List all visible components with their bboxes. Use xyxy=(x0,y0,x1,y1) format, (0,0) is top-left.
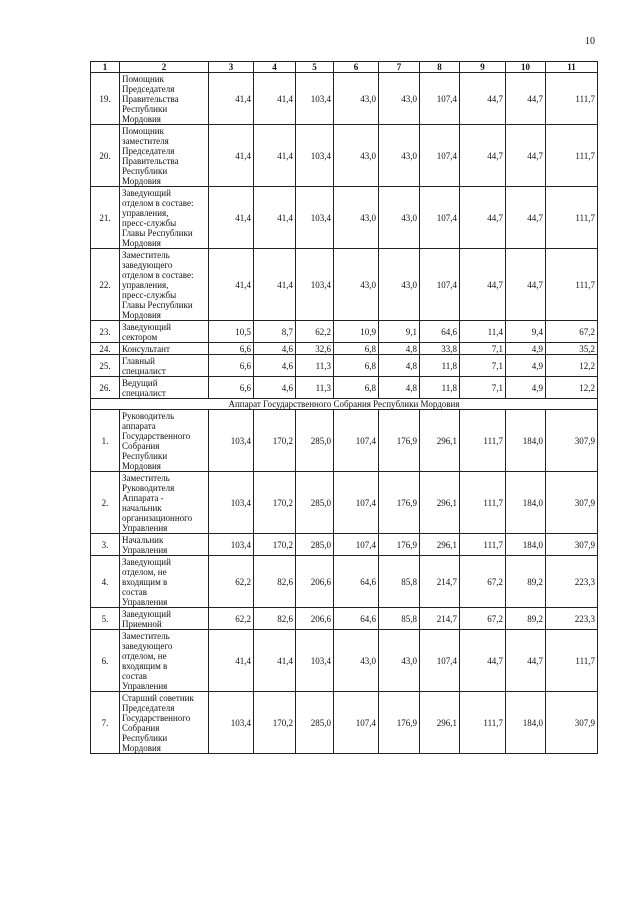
value-cell-col-11: 111,7 xyxy=(546,73,598,125)
value-cell-col-7: 176,9 xyxy=(379,472,420,534)
value-cell-col-11: 111,7 xyxy=(546,249,598,321)
header-cell-6: 6 xyxy=(334,62,379,73)
position-name-line: Аппарата - xyxy=(122,492,164,503)
value-cell-col-6: 107,4 xyxy=(334,472,379,534)
value-cell-col-10: 89,2 xyxy=(506,608,546,630)
value-cell-col-3: 103,4 xyxy=(209,692,254,754)
value-cell-col-3: 62,2 xyxy=(209,556,254,608)
position-name xyxy=(120,556,209,608)
position-name xyxy=(120,608,209,630)
position-name-line: Республики xyxy=(122,103,168,114)
value-cell-col-6: 107,4 xyxy=(334,410,379,472)
value-cell-col-8: 107,4 xyxy=(420,187,460,249)
header-cell-8: 8 xyxy=(420,62,460,73)
position-name-line: заведующего xyxy=(122,259,173,270)
value-cell-col-7: 9,1 xyxy=(379,321,420,343)
position-name-line: Заведующий xyxy=(122,556,171,567)
table-row xyxy=(91,630,598,692)
value-cell-col-9: 11,4 xyxy=(460,321,506,343)
header-cell-2: 2 xyxy=(120,62,209,73)
value-cell-col-8: 107,4 xyxy=(420,73,460,125)
position-name xyxy=(120,377,209,399)
value-cell-col-9: 44,7 xyxy=(460,249,506,321)
position-name-line: Заместитель xyxy=(122,472,170,483)
value-cell-col-4: 4,6 xyxy=(254,355,296,377)
value-cell-col-10: 89,2 xyxy=(506,556,546,608)
position-name-line: Консультант xyxy=(122,343,170,354)
position-name-line: Помощник xyxy=(122,73,164,84)
header-cell-9: 9 xyxy=(460,62,506,73)
value-cell-col-6: 10,9 xyxy=(334,321,379,343)
value-cell-col-3: 41,4 xyxy=(209,73,254,125)
value-cell-col-7: 43,0 xyxy=(379,187,420,249)
value-cell-col-5: 32,6 xyxy=(296,343,334,355)
value-cell-col-4: 4,6 xyxy=(254,343,296,355)
value-cell-col-5: 62,2 xyxy=(296,321,334,343)
value-cell-col-11: 111,7 xyxy=(546,630,598,692)
value-cell-col-4: 82,6 xyxy=(254,608,296,630)
position-name-line: пресс-службы xyxy=(122,217,177,228)
value-cell-col-7: 176,9 xyxy=(379,692,420,754)
row-number: 3. xyxy=(91,534,120,556)
value-cell-col-10: 4,9 xyxy=(506,377,546,399)
header-cell-5: 5 xyxy=(296,62,334,73)
value-cell-col-11: 12,2 xyxy=(546,355,598,377)
header-cell-10: 10 xyxy=(506,62,546,73)
value-cell-col-8: 214,7 xyxy=(420,556,460,608)
value-cell-col-10: 44,7 xyxy=(506,630,546,692)
position-name-line: Республики xyxy=(122,165,168,176)
value-cell-col-10: 4,9 xyxy=(506,355,546,377)
value-cell-col-7: 85,8 xyxy=(379,608,420,630)
position-name-line: Мордовия xyxy=(122,237,161,248)
value-cell-col-11: 67,2 xyxy=(546,321,598,343)
position-name-line: Республики xyxy=(122,732,168,743)
row-number: 20. xyxy=(91,125,120,187)
value-cell-col-3: 6,6 xyxy=(209,343,254,355)
value-cell-col-6: 43,0 xyxy=(334,73,379,125)
position-name-line: Руководитель xyxy=(122,410,175,421)
position-name xyxy=(120,534,209,556)
row-number: 5. xyxy=(91,608,120,630)
value-cell-col-10: 4,9 xyxy=(506,343,546,355)
position-name-line: отделом в составе: xyxy=(122,197,194,208)
position-name-line: Государственного xyxy=(122,430,191,441)
row-number: 25. xyxy=(91,355,120,377)
value-cell-col-9: 44,7 xyxy=(460,187,506,249)
position-name-line: пресс-службы xyxy=(122,289,177,300)
value-cell-col-4: 82,6 xyxy=(254,556,296,608)
position-name-line: Правительства xyxy=(122,155,179,166)
header-cell-4: 4 xyxy=(254,62,296,73)
value-cell-col-7: 85,8 xyxy=(379,556,420,608)
value-cell-col-10: 9,4 xyxy=(506,321,546,343)
position-name xyxy=(120,410,209,472)
value-cell-col-6: 107,4 xyxy=(334,692,379,754)
position-name-line: состав xyxy=(122,670,148,681)
value-cell-col-9: 44,7 xyxy=(460,630,506,692)
table-row xyxy=(91,355,598,377)
value-cell-col-8: 33,8 xyxy=(420,343,460,355)
value-cell-col-9: 111,7 xyxy=(460,534,506,556)
value-cell-col-10: 184,0 xyxy=(506,534,546,556)
value-cell-col-8: 107,4 xyxy=(420,125,460,187)
table-row xyxy=(91,321,598,343)
value-cell-col-10: 184,0 xyxy=(506,692,546,754)
position-name xyxy=(120,355,209,377)
position-name-line: входящим в xyxy=(122,660,168,671)
value-cell-col-3: 41,4 xyxy=(209,187,254,249)
position-name-line: Приемной xyxy=(122,618,162,629)
value-cell-col-3: 103,4 xyxy=(209,534,254,556)
value-cell-col-6: 64,6 xyxy=(334,608,379,630)
value-cell-col-6: 107,4 xyxy=(334,534,379,556)
position-name-line: Собрания xyxy=(122,440,160,451)
value-cell-col-4: 170,2 xyxy=(254,692,296,754)
value-cell-col-3: 103,4 xyxy=(209,410,254,472)
position-name-line: аппарата xyxy=(122,420,156,431)
value-cell-col-9: 7,1 xyxy=(460,343,506,355)
position-name xyxy=(120,472,209,534)
value-cell-col-8: 107,4 xyxy=(420,630,460,692)
value-cell-col-8: 296,1 xyxy=(420,410,460,472)
position-name-line: отделом, не xyxy=(122,566,167,577)
value-cell-col-7: 4,8 xyxy=(379,377,420,399)
value-cell-col-5: 11,3 xyxy=(296,377,334,399)
position-name-line: Начальник xyxy=(122,534,164,545)
value-cell-col-9: 7,1 xyxy=(460,377,506,399)
value-cell-col-5: 103,4 xyxy=(296,249,334,321)
position-name-line: Главы Республики xyxy=(122,227,193,238)
value-cell-col-4: 41,4 xyxy=(254,249,296,321)
value-cell-col-8: 296,1 xyxy=(420,692,460,754)
value-cell-col-11: 223,3 xyxy=(546,608,598,630)
position-name xyxy=(120,249,209,321)
value-cell-col-9: 67,2 xyxy=(460,608,506,630)
header-row xyxy=(91,62,598,73)
value-cell-col-3: 103,4 xyxy=(209,472,254,534)
position-name-line: Мордовия xyxy=(122,309,161,320)
value-cell-col-6: 6,8 xyxy=(334,343,379,355)
value-cell-col-4: 41,4 xyxy=(254,73,296,125)
position-name-line: Управления xyxy=(122,680,168,691)
position-name-line: Правительства xyxy=(122,93,179,104)
position-name-line: специалист xyxy=(122,365,166,376)
value-cell-col-8: 214,7 xyxy=(420,608,460,630)
row-number: 19. xyxy=(91,73,120,125)
header-cell-1: 1 xyxy=(91,62,120,73)
value-cell-col-10: 44,7 xyxy=(506,125,546,187)
table-row xyxy=(91,343,598,355)
value-cell-col-9: 111,7 xyxy=(460,692,506,754)
value-cell-col-9: 111,7 xyxy=(460,472,506,534)
value-cell-col-4: 41,4 xyxy=(254,125,296,187)
position-name-line: сектором xyxy=(122,331,158,342)
position-name xyxy=(120,692,209,754)
value-cell-col-8: 11,8 xyxy=(420,355,460,377)
salary-table xyxy=(90,61,598,754)
table-body xyxy=(91,62,598,754)
position-name-line: состав xyxy=(122,586,148,597)
section-row xyxy=(91,399,598,410)
value-cell-col-10: 44,7 xyxy=(506,249,546,321)
header-cell-11: 11 xyxy=(546,62,598,73)
page-number: 10 xyxy=(585,36,595,47)
table-row xyxy=(91,249,598,321)
position-name-line: Председателя xyxy=(122,83,175,94)
value-cell-col-7: 176,9 xyxy=(379,534,420,556)
position-name-line: Заведующий xyxy=(122,321,171,332)
value-cell-col-8: 296,1 xyxy=(420,534,460,556)
position-name-line: Главы Республики xyxy=(122,299,193,310)
header-cell-7: 7 xyxy=(379,62,420,73)
position-name-line: Заместитель xyxy=(122,630,170,641)
value-cell-col-8: 296,1 xyxy=(420,472,460,534)
value-cell-col-5: 206,6 xyxy=(296,556,334,608)
position-name-line: Помощник xyxy=(122,125,164,136)
value-cell-col-5: 206,6 xyxy=(296,608,334,630)
row-number: 2. xyxy=(91,472,120,534)
position-name-line: Ведущий xyxy=(122,377,158,388)
position-name-line: Председателя xyxy=(122,145,175,156)
value-cell-col-6: 43,0 xyxy=(334,187,379,249)
position-name xyxy=(120,125,209,187)
value-cell-col-5: 103,4 xyxy=(296,73,334,125)
row-number: 22. xyxy=(91,249,120,321)
value-cell-col-5: 11,3 xyxy=(296,355,334,377)
value-cell-col-6: 6,8 xyxy=(334,377,379,399)
value-cell-col-5: 285,0 xyxy=(296,410,334,472)
table-row xyxy=(91,472,598,534)
row-number: 4. xyxy=(91,556,120,608)
value-cell-col-3: 41,4 xyxy=(209,249,254,321)
value-cell-col-10: 184,0 xyxy=(506,410,546,472)
value-cell-col-7: 4,8 xyxy=(379,355,420,377)
value-cell-col-9: 44,7 xyxy=(460,125,506,187)
value-cell-col-8: 11,8 xyxy=(420,377,460,399)
value-cell-col-6: 43,0 xyxy=(334,249,379,321)
row-number: 7. xyxy=(91,692,120,754)
position-name-line: Главный xyxy=(122,355,155,366)
value-cell-col-7: 4,8 xyxy=(379,343,420,355)
value-cell-col-4: 8,7 xyxy=(254,321,296,343)
table-row xyxy=(91,377,598,399)
value-cell-col-3: 62,2 xyxy=(209,608,254,630)
position-name-line: начальник xyxy=(122,502,162,513)
row-number: 21. xyxy=(91,187,120,249)
position-name-line: Управления xyxy=(122,596,168,607)
value-cell-col-4: 4,6 xyxy=(254,377,296,399)
table-row xyxy=(91,534,598,556)
position-name xyxy=(120,73,209,125)
value-cell-col-3: 10,5 xyxy=(209,321,254,343)
position-name-line: отделом в составе: xyxy=(122,269,194,280)
position-name-line: специалист xyxy=(122,387,166,398)
position-name-line: Республики xyxy=(122,450,168,461)
value-cell-col-4: 170,2 xyxy=(254,534,296,556)
value-cell-col-10: 44,7 xyxy=(506,187,546,249)
value-cell-col-5: 103,4 xyxy=(296,187,334,249)
position-name-line: Управления xyxy=(122,544,168,555)
value-cell-col-3: 41,4 xyxy=(209,630,254,692)
value-cell-col-11: 307,9 xyxy=(546,472,598,534)
position-name-line: Мордовия xyxy=(122,460,161,471)
value-cell-col-7: 43,0 xyxy=(379,73,420,125)
value-cell-col-5: 103,4 xyxy=(296,630,334,692)
position-name-line: Мордовия xyxy=(122,113,161,124)
value-cell-col-5: 103,4 xyxy=(296,125,334,187)
value-cell-col-7: 43,0 xyxy=(379,630,420,692)
value-cell-col-9: 7,1 xyxy=(460,355,506,377)
value-cell-col-3: 41,4 xyxy=(209,125,254,187)
table-row xyxy=(91,73,598,125)
table-row xyxy=(91,608,598,630)
value-cell-col-7: 43,0 xyxy=(379,125,420,187)
position-name-line: входящим в xyxy=(122,576,168,587)
value-cell-col-11: 12,2 xyxy=(546,377,598,399)
value-cell-col-7: 176,9 xyxy=(379,410,420,472)
table-row xyxy=(91,187,598,249)
row-number: 23. xyxy=(91,321,120,343)
value-cell-col-5: 285,0 xyxy=(296,534,334,556)
position-name-line: Управления xyxy=(122,522,168,533)
value-cell-col-11: 307,9 xyxy=(546,534,598,556)
position-name-line: Заведующий xyxy=(122,187,171,198)
value-cell-col-7: 43,0 xyxy=(379,249,420,321)
value-cell-col-4: 170,2 xyxy=(254,410,296,472)
value-cell-col-11: 111,7 xyxy=(546,187,598,249)
row-number: 1. xyxy=(91,410,120,472)
position-name-line: Председателя xyxy=(122,702,175,713)
position-name xyxy=(120,187,209,249)
position-name-line: Заведующий xyxy=(122,608,171,619)
value-cell-col-5: 285,0 xyxy=(296,692,334,754)
value-cell-col-6: 64,6 xyxy=(334,556,379,608)
position-name-line: Мордовия xyxy=(122,175,161,186)
position-name-line: Собрания xyxy=(122,722,160,733)
table-row xyxy=(91,410,598,472)
table-row xyxy=(91,125,598,187)
value-cell-col-4: 170,2 xyxy=(254,472,296,534)
value-cell-col-6: 43,0 xyxy=(334,125,379,187)
position-name-line: управления, xyxy=(122,207,169,218)
value-cell-col-6: 43,0 xyxy=(334,630,379,692)
position-name-line: Мордовия xyxy=(122,742,161,753)
header-cell-3: 3 xyxy=(209,62,254,73)
row-number: 6. xyxy=(91,630,120,692)
position-name-line: Старший советник xyxy=(122,692,194,703)
row-number: 24. xyxy=(91,343,120,355)
value-cell-col-10: 44,7 xyxy=(506,73,546,125)
value-cell-col-4: 41,4 xyxy=(254,187,296,249)
position-name-line: отделом, не xyxy=(122,650,167,661)
value-cell-col-11: 35,2 xyxy=(546,343,598,355)
position-name-line: Государственного xyxy=(122,712,191,723)
position-name xyxy=(120,321,209,343)
position-name-line: заведующего xyxy=(122,640,173,651)
value-cell-col-11: 223,3 xyxy=(546,556,598,608)
position-name xyxy=(120,630,209,692)
value-cell-col-8: 64,6 xyxy=(420,321,460,343)
value-cell-col-3: 6,6 xyxy=(209,355,254,377)
row-number: 26. xyxy=(91,377,120,399)
section-title: Аппарат Государственного Собрания Республики Мордовия xyxy=(91,399,598,410)
position-name xyxy=(120,343,209,355)
value-cell-col-4: 41,4 xyxy=(254,630,296,692)
value-cell-col-3: 6,6 xyxy=(209,377,254,399)
position-name-line: Руководителя xyxy=(122,482,175,493)
value-cell-col-9: 67,2 xyxy=(460,556,506,608)
value-cell-col-10: 184,0 xyxy=(506,472,546,534)
position-name-line: заместителя xyxy=(122,135,169,146)
value-cell-col-6: 6,8 xyxy=(334,355,379,377)
value-cell-col-5: 285,0 xyxy=(296,472,334,534)
value-cell-col-11: 307,9 xyxy=(546,692,598,754)
position-name-line: Заместитель xyxy=(122,249,170,260)
table-row xyxy=(91,556,598,608)
value-cell-col-8: 107,4 xyxy=(420,249,460,321)
position-name-line: управления, xyxy=(122,279,169,290)
value-cell-col-9: 44,7 xyxy=(460,73,506,125)
value-cell-col-11: 307,9 xyxy=(546,410,598,472)
table-row xyxy=(91,692,598,754)
value-cell-col-9: 111,7 xyxy=(460,410,506,472)
position-name-line: организационного xyxy=(122,512,193,523)
value-cell-col-11: 111,7 xyxy=(546,125,598,187)
